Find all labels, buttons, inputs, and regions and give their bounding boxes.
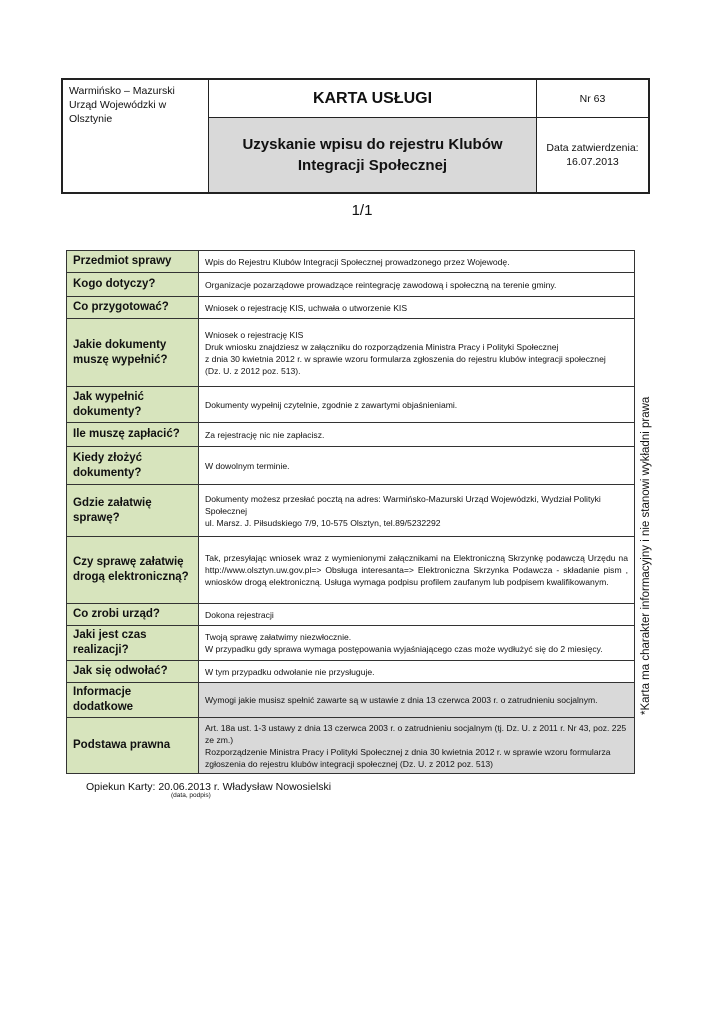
answer-line: Wniosek o rejestrację KIS [205,329,304,340]
card-number: Nr 63 [537,80,648,118]
table-row [67,604,635,626]
row-question: Jak się odwołać? [67,661,199,683]
row-answer [199,626,635,661]
answer-line: Za rejestrację nic nie zapłacisz. [205,429,325,440]
organization-name: Warmińsko – Mazurski Urząd Wojewódzki w Olsztynie [63,80,209,192]
answer-line: (Dz. U. z 2012 poz. 513). [205,365,301,376]
approval-date: 16.07.2013 [566,156,619,168]
answer-line: z dnia 30 kwietnia 2012 r. w sprawie wzoru formularza zgłoszenia do rejestru klubów integracji społecznej [205,353,606,364]
table-row [67,273,635,297]
row-question: Przedmiot sprawy [67,251,199,273]
answer-line: Art. 18a ust. 1-3 ustawy z dnia 13 czerwca 2003 r. o zatrudnieniu socjalnym (tj. Dz. U. z 2011 r. Nr 43, poz. 225 ze zm.) [205,722,627,745]
card-title: KARTA USŁUGI [209,80,537,118]
row-question: Gdzie załatwię sprawę? [67,485,199,537]
row-question: Co przygotować? [67,297,199,319]
signature-caption: (data, podpis) [171,792,211,799]
row-answer [199,485,635,537]
approval-label: Data zatwierdzenia: [546,142,639,154]
row-answer [199,297,635,319]
row-answer [199,423,635,447]
row-answer [199,661,635,683]
service-subtitle: Uzyskanie wpisu do rejestru Klubów Integracji Społecznej [209,118,537,192]
answer-line: Tak, przesyłając wniosek wraz z wymienionymi załącznikami na Elektroniczną Skrzynkę podawczą Urzędu na http://www.olsztyn.uw.gov.pl=> Obsługa interesanta=> Elektroniczna Skrzynka Podawcza - składanie pism , wniosków drogą elektroniczną. Usługa wymaga podpisu profilem zaufanym lub podpisem kwalifikowanym. [205,553,628,587]
answer-line: Wymogi jakie musisz spełnić zawarte są w ustawie z dnia 13 czerwca 2003 r. o zatrudnieniu socjalnym. [205,695,598,705]
row-answer [199,718,635,774]
row-question: Jak wypełnić dokumenty? [67,387,199,423]
answer-line: Dokumenty możesz przesłać pocztą na adres: Warmińsko-Mazurski Urząd Wojewódzki, Wydział Polityki Społecznej [205,493,601,516]
row-question: Informacje dodatkowe [67,683,199,718]
answer-line: W tym przypadku odwołanie nie przysługuje. [205,666,375,677]
answer-line: Rozporządzenie Ministra Pracy i Polityki Społecznej z dnia 30 kwietnia 2012 r. w sprawie wzoru formularza zgłoszenia do rejestru klubów integracji społecznej (Dz. U. z 2012 poz. 513) [205,746,611,769]
answer-line: Druk wniosku znajdziesz w załączniku do rozporządzenia Ministra Pracy i Polityki Społecznej [205,341,559,352]
answer-line: Dokumenty wypełnij czytelnie, zgodnie z zawartymi objaśnieniami. [205,399,458,410]
row-answer [199,604,635,626]
answer-line: Dokona rejestracji [205,609,274,620]
answer-line: W dowolnym terminie. [205,460,290,471]
table-row [67,537,635,604]
table-row [67,661,635,683]
table-row [67,387,635,423]
answer-line: Wniosek o rejestrację KIS, uchwała o utworzenie KIS [205,302,408,313]
service-table [66,250,635,774]
table-row [67,485,635,537]
table-row [67,626,635,661]
row-answer [199,273,635,297]
row-answer [199,447,635,485]
row-question: Co zrobi urząd? [67,604,199,626]
row-question: Jakie dokumenty muszę wypełnić? [67,319,199,387]
answer-line: Wpis do Rejestru Klubów Integracji Społecznej prowadzonego przez Wojewodę. [205,256,510,267]
row-answer [199,683,635,718]
answer-line: Organizacje pozarządowe prowadzące reintegrację zawodową i społeczną na terenie gminy. [205,279,557,290]
table-row [67,251,635,273]
disclaimer-side-note: *Karta ma charakter informacyjny i nie stanowi wykładni prawa [640,396,652,715]
row-question: Podstawa prawna [67,718,199,774]
answer-line: Twoją sprawę załatwimy niezwłocznie. [205,632,352,642]
table-row [67,297,635,319]
answer-line: ul. Marsz. J. Piłsudskiego 7/9, 10-575 Olsztyn, tel.89/5232292 [205,517,441,528]
row-answer [199,251,635,273]
row-question: Czy sprawę załatwię drogą elektroniczną? [67,537,199,604]
answer-line: W przypadku gdy sprawa wymaga postępowania wyjaśniającego czas może wydłużyć się do 2 miesięcy. [205,644,603,654]
row-question: Kiedy złożyć dokumenty? [67,447,199,485]
caretaker-line: Opiekun Karty: 20.06.2013 r. Władysław Nowosielski [86,781,332,793]
table-row [67,718,635,774]
table-row [67,447,635,485]
page-number: 1/1 [351,202,373,219]
row-question: Kogo dotyczy? [67,273,199,297]
row-answer [199,537,635,604]
approval-date-cell [537,118,648,192]
header-box [61,78,650,194]
table-row [67,423,635,447]
table-row [67,683,635,718]
row-answer [199,387,635,423]
row-question: Ile muszę zapłacić? [67,423,199,447]
table-row [67,319,635,387]
row-answer [199,319,635,387]
row-question: Jaki jest czas realizacji? [67,626,199,661]
